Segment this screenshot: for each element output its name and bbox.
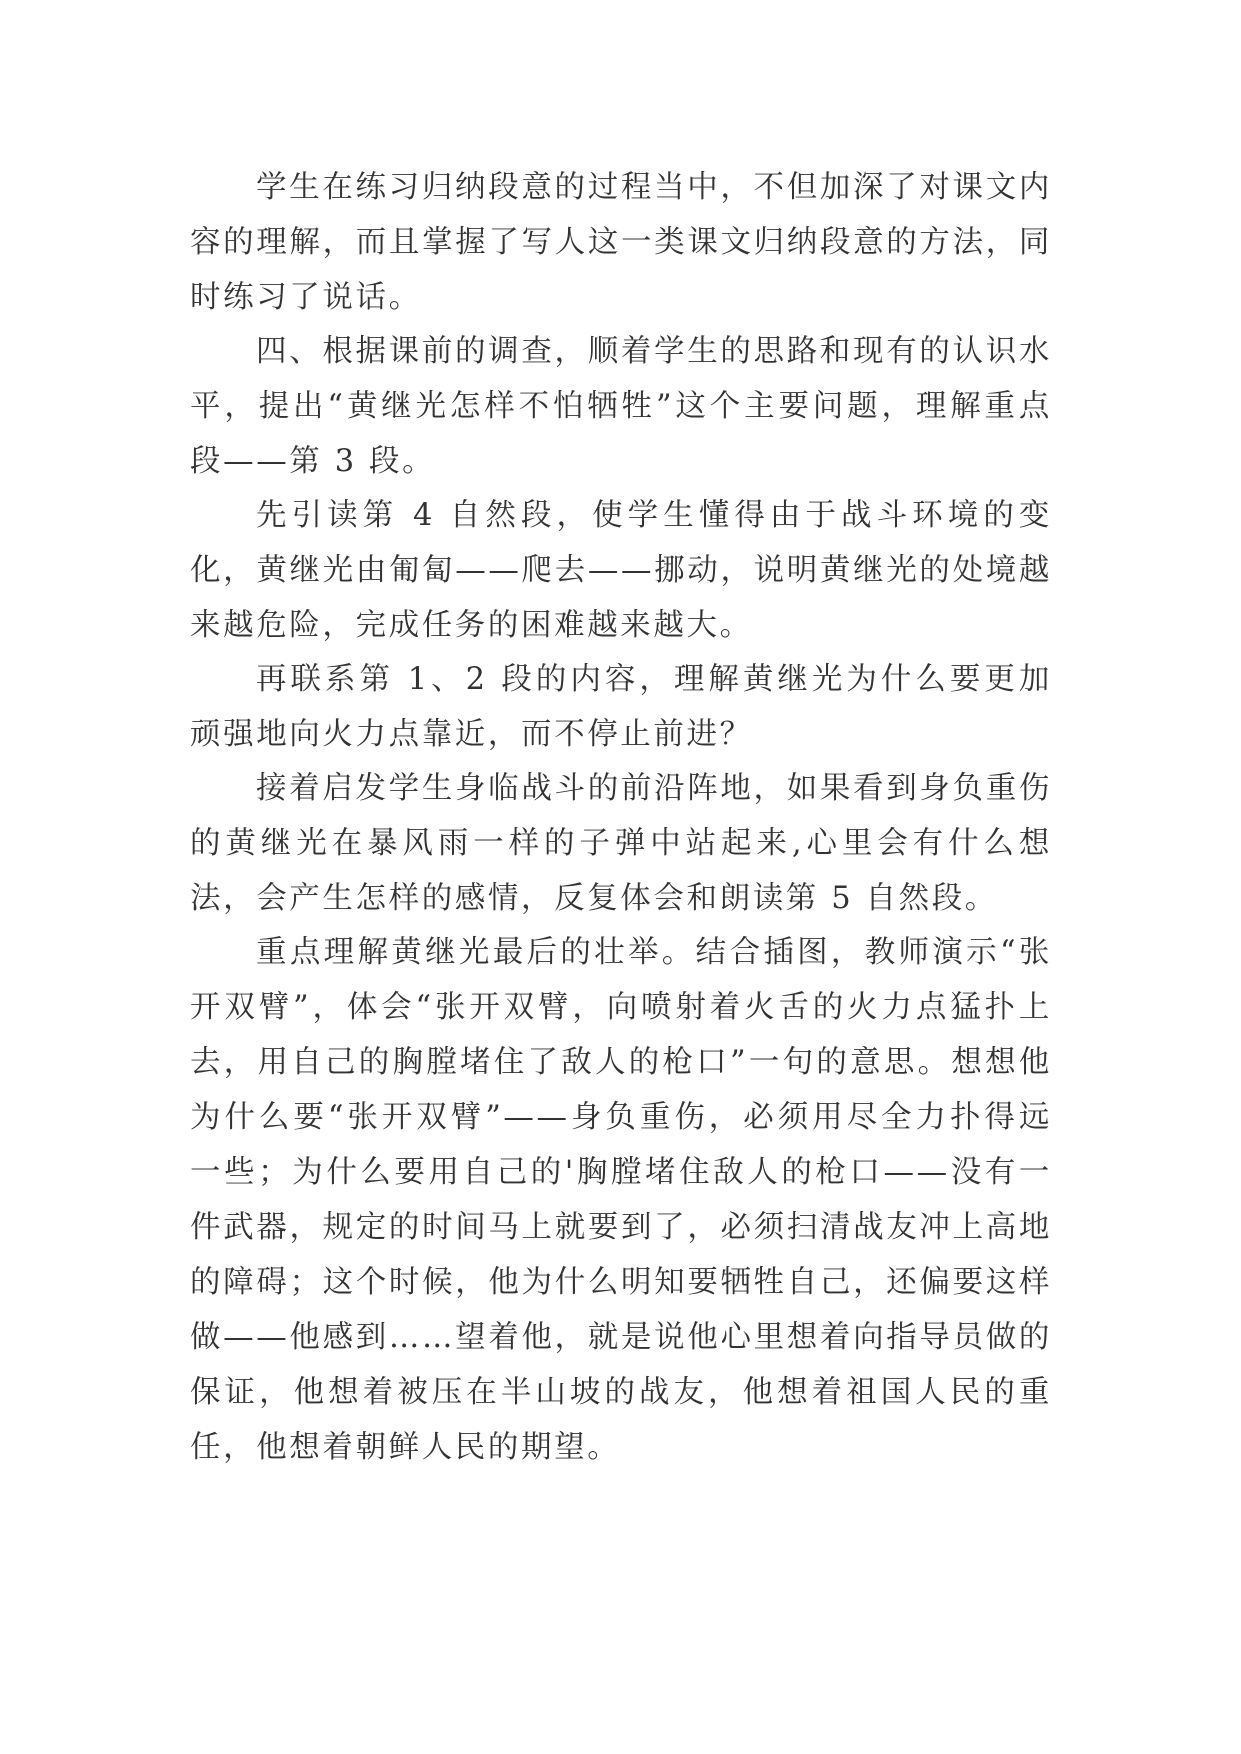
paragraph: 再联系第 1、2 段的内容，理解黄继光为什么要更加顽强地向火力点靠近，而不停止前进？ bbox=[190, 662, 1052, 752]
paragraph: 重点理解黄继光最后的壮举。结合插图，教师演示“张开双臂”，体会“张开双臂，向喷射着火舌的火力点猛扑上去，用自己的胸膛堵住了敌人的枪口”一句的意思。想想他为什么要“张开双臂”——身负重伤，必须用尽全力扑得远一些；为什么要用自己的'胸膛堵住敌人的枪口——没有一件武器，规定的时间马上就要到了，必须扫清战友冲上高地的障碍；这个时候，他为什么明知要牺牲自己，还偏要这样做——他感到……望着他，就是说他心里想着向指导员做的保证，他想着被压在半山坡的战友，他想着祖国人民的重任，他想着朝鲜人民的期望。 bbox=[190, 935, 1052, 1465]
document-body bbox=[190, 160, 1052, 1474]
paragraph: 学生在练习归纳段意的过程当中，不但加深了对课文内容的理解，而且掌握了写人这一类课文归纳段意的方法，同时练习了说话。 bbox=[190, 170, 1052, 315]
paragraph: 四、根据课前的调查，顺着学生的思路和现有的认识水平，提出“黄继光怎样不怕牺牲”这个主要问题，理解重点段——第 3 段。 bbox=[190, 334, 1052, 479]
paragraph: 先引读第 4 自然段，使学生懂得由于战斗环境的变化，黄继光由匍匐——爬去——挪动，说明黄继光的处境越来越危险，完成任务的困难越来越大。 bbox=[190, 498, 1052, 643]
paragraph: 接着启发学生身临战斗的前沿阵地，如果看到身负重伤的黄继光在暴风雨一样的子弹中站起来,心里会有什么想法，会产生怎样的感情，反复体会和朗读第 5 自然段。 bbox=[190, 771, 1052, 916]
